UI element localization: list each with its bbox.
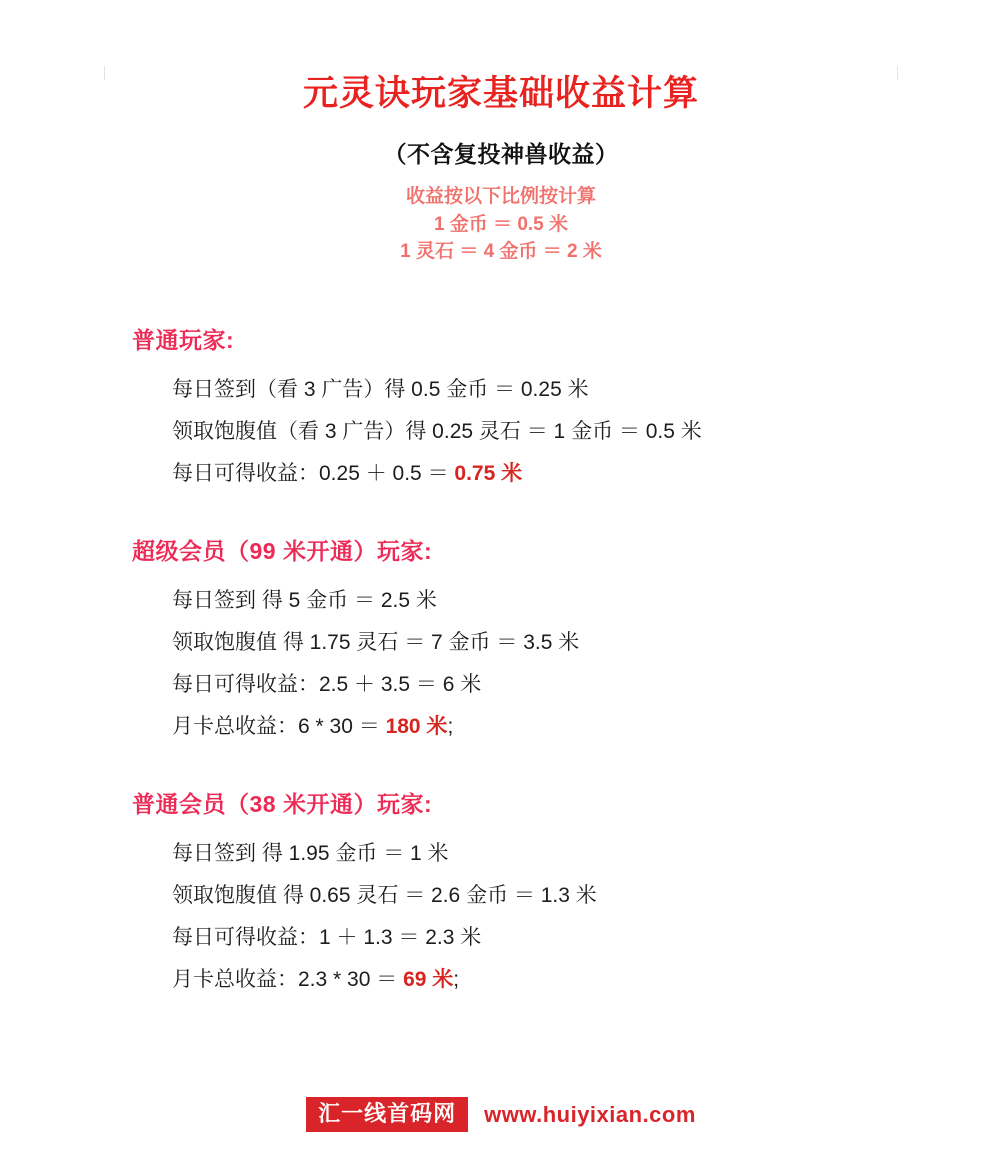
section-line — [172, 622, 1002, 664]
line-text: 领取饱腹值 得 1.75 灵石 ＝ 7 金币 ＝ 3.5 米 — [172, 630, 580, 654]
document-page — [0, 66, 1002, 1150]
ratio-heading: 收益按以下比例按计算 — [405, 186, 596, 207]
section-line-total — [172, 959, 1002, 1001]
line-tail: ; — [453, 967, 460, 991]
section-line — [172, 580, 1002, 622]
section-heading: 普通会员（38 米开通）玩家: — [132, 790, 433, 817]
page-title: 元灵诀玩家基础收益计算 — [302, 74, 699, 113]
section-line — [172, 917, 1002, 959]
footer-watermark — [0, 1097, 1002, 1132]
section-line — [172, 833, 1002, 875]
section-line — [172, 664, 1002, 706]
sections-container — [0, 322, 1002, 1001]
line-text: 每日签到 得 5 金币 ＝ 2.5 米 — [172, 588, 437, 612]
section-line — [172, 369, 1002, 411]
line-text: 月卡总收益：2.3 * 30 ＝ — [172, 967, 404, 991]
page-subtitle: （不含复投神兽收益） — [383, 141, 619, 167]
line-text: 每日签到（看 3 广告）得 0.5 金币 ＝ 0.25 米 — [172, 377, 589, 401]
page-edge-mark-right — [897, 66, 898, 80]
conversion-ratio-note — [0, 183, 1002, 266]
line-text: 每日可得收益：2.5 ＋ 3.5 ＝ 6 米 — [172, 672, 482, 696]
line-text: 每日可得收益：0.25 ＋ 0.5 ＝ — [172, 461, 455, 485]
section-line-total — [172, 453, 1002, 495]
site-name-badge: 汇一线首码网 — [306, 1097, 468, 1132]
site-url: www.huiyixian.com — [484, 1101, 696, 1127]
line-text: 领取饱腹值 得 0.65 灵石 ＝ 2.6 金币 ＝ 1.3 米 — [172, 883, 597, 907]
line-text: 领取饱腹值（看 3 广告）得 0.25 灵石 ＝ 1 金币 ＝ 0.5 米 — [172, 419, 702, 443]
ratio-line-stone: 1 灵石 ＝ 4 金币 ＝ 2 米 — [400, 241, 602, 263]
section-heading: 超级会员（99 米开通）玩家: — [132, 537, 433, 564]
line-text: 每日可得收益：1 ＋ 1.3 ＝ 2.3 米 — [172, 925, 482, 949]
line-highlight: 69 米 — [403, 967, 454, 991]
page-edge-mark-left — [104, 66, 105, 80]
line-text: 月卡总收益：6 * 30 ＝ — [172, 714, 386, 738]
line-tail: ; — [447, 714, 454, 738]
section-line — [172, 875, 1002, 917]
line-highlight: 180 米 — [385, 714, 448, 738]
ratio-line-coin: 1 金币 ＝ 0.5 米 — [433, 213, 569, 235]
section-line — [172, 411, 1002, 453]
section-super-member — [0, 533, 1002, 748]
line-text: 每日签到 得 1.95 金币 ＝ 1 米 — [172, 841, 449, 865]
section-heading: 普通玩家: — [132, 326, 235, 353]
section-normal-member — [0, 786, 1002, 1001]
line-highlight: 0.75 米 — [454, 461, 523, 485]
section-line-total — [172, 706, 1002, 748]
section-normal-player — [0, 322, 1002, 495]
